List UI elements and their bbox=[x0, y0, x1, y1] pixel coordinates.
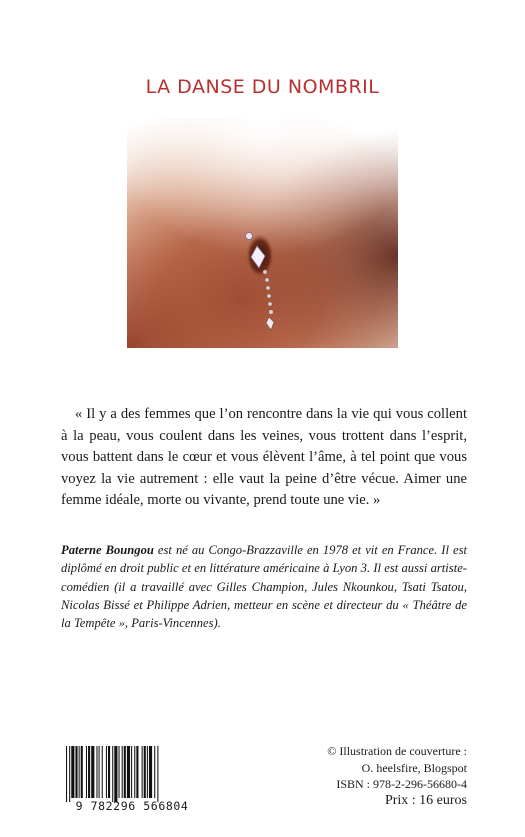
barcode-bar bbox=[136, 746, 138, 798]
barcode-bar bbox=[124, 746, 126, 798]
barcode-bar bbox=[79, 746, 80, 798]
book-title: LA DANSE DU NOMBRIL bbox=[145, 76, 380, 98]
barcode-bar bbox=[134, 746, 135, 798]
author-bio bbox=[61, 541, 467, 632]
barcode-bar bbox=[106, 746, 107, 798]
bio-text: est né au Congo-Brazzaville en 1978 et vit en France. Il est diplômé en droit public et en littérature américaine à Lyon 3. Il est aussi artiste-comédien (il a travaillé avec Gilles Champion, Jules Nkounkou, Tsati Tsatou, Nicolas Bissé et Philippe Adrien, metteur en scène et directeur du « Théâtre de la Tempête », Paris-Vincennes). bbox=[61, 543, 467, 631]
barcode-bar bbox=[75, 746, 77, 798]
barcode-bar bbox=[71, 746, 74, 798]
price: Prix : 16 euros bbox=[384, 793, 467, 808]
navel-photo bbox=[127, 118, 398, 348]
barcode-bar bbox=[149, 746, 152, 798]
barcode-bar bbox=[96, 746, 97, 798]
barcode-bar bbox=[112, 746, 113, 802]
barcode-bar bbox=[154, 746, 155, 798]
barcode-bar bbox=[102, 746, 103, 798]
barcode-bar bbox=[122, 746, 123, 798]
barcode-number: 9 782296 566804 bbox=[75, 799, 189, 813]
quote-text: « Il y a des femmes que l’on rencontre dans la vie qui vous collent à la peau, vous coulent dans les veines, vous trottent dans l’esprit, vous battent dans le cœur et vous élèvent l’âme, à tel point que vous voyez la vie autrement : elle vaut la peine d’être vécue. Aimer une femme idéale, morte ou vivante, prend toute une vie. » bbox=[61, 406, 467, 508]
isbn: ISBN : 978-2-296-56680-4 bbox=[336, 777, 467, 791]
barcode-bar bbox=[88, 746, 90, 798]
barcode-icon bbox=[58, 744, 206, 814]
barcode-bar bbox=[69, 746, 70, 802]
barcode-bar bbox=[119, 746, 120, 798]
barcode-bar bbox=[142, 746, 143, 798]
bio-paragraph bbox=[61, 541, 467, 632]
barcode-bar bbox=[114, 746, 117, 802]
credit-line-1: © Illustration de couverture : bbox=[327, 744, 467, 758]
barcode-bar bbox=[147, 746, 148, 798]
barcode-bar bbox=[144, 746, 146, 798]
barcode-bar bbox=[127, 746, 130, 798]
barcode-bar bbox=[108, 746, 110, 798]
credit-line-2: O. heelsfire, Blogspot bbox=[361, 760, 467, 775]
author-name: Paterne Boungou bbox=[61, 543, 154, 557]
barcode-bar bbox=[91, 746, 94, 798]
barcode-bar bbox=[131, 746, 132, 798]
barcode-bar bbox=[66, 746, 67, 802]
barcode-bar bbox=[157, 746, 158, 802]
barcode-bar bbox=[86, 746, 87, 798]
barcode-bar bbox=[81, 746, 83, 798]
back-cover-quote bbox=[61, 404, 467, 512]
cover-credits bbox=[327, 743, 467, 793]
cover-photo bbox=[127, 118, 398, 348]
barcode-bar bbox=[99, 746, 100, 798]
